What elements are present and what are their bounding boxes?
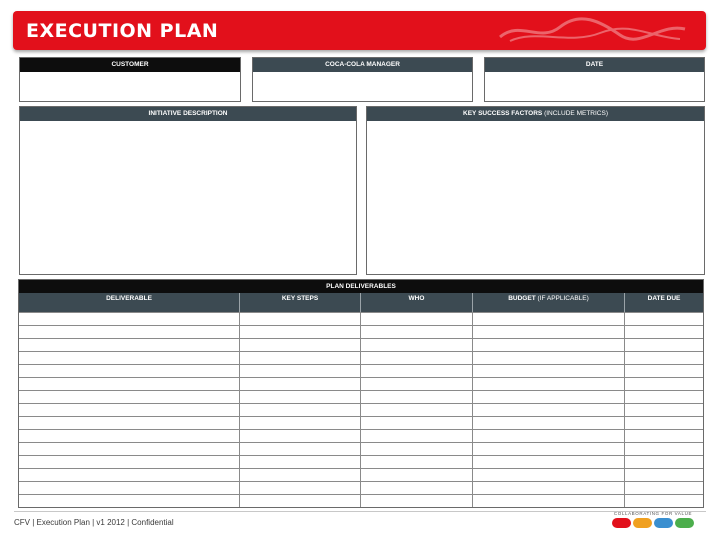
table-cell[interactable] (625, 482, 703, 494)
table-cell[interactable] (361, 378, 473, 390)
table-cell[interactable] (625, 326, 703, 338)
table-cell[interactable] (473, 417, 625, 429)
column-header-budget: BUDGET (IF APPLICABLE) (473, 293, 625, 312)
table-cell[interactable] (625, 430, 703, 442)
table-cell[interactable] (625, 495, 703, 507)
table-cell[interactable] (19, 391, 240, 403)
initiative-description-label: INITIATIVE DESCRIPTION (20, 107, 356, 121)
initiative-description-box[interactable] (19, 106, 357, 275)
table-cell[interactable] (240, 404, 361, 416)
footer-text: CFV | Execution Plan | v1 2012 | Confidential (14, 518, 174, 527)
table-cell[interactable] (19, 482, 240, 494)
table-cell[interactable] (361, 339, 473, 351)
table-row (19, 403, 703, 416)
table-cell[interactable] (19, 378, 240, 390)
table-cell[interactable] (473, 326, 625, 338)
key-success-factors-header (367, 107, 704, 121)
table-cell[interactable] (19, 495, 240, 507)
table-cell[interactable] (473, 404, 625, 416)
table-cell[interactable] (625, 469, 703, 481)
table-row (19, 442, 703, 455)
table-cell[interactable] (625, 404, 703, 416)
table-cell[interactable] (473, 378, 625, 390)
table-cell[interactable] (240, 378, 361, 390)
plan-deliverables-table (18, 279, 704, 508)
plan-deliverables-caption: PLAN DELIVERABLES (19, 280, 703, 293)
table-cell[interactable] (625, 313, 703, 325)
table-cell[interactable] (473, 456, 625, 468)
table-row (19, 429, 703, 442)
table-cell[interactable] (473, 365, 625, 377)
table-cell[interactable] (240, 365, 361, 377)
column-header-deliverable: DELIVERABLE (19, 293, 240, 312)
table-row (19, 494, 703, 507)
table-cell[interactable] (473, 495, 625, 507)
customer-label: CUSTOMER (20, 58, 240, 72)
table-cell[interactable] (240, 417, 361, 429)
key-success-factors-note: (INCLUDE METRICS) (544, 110, 608, 117)
title-banner (13, 11, 706, 50)
key-success-factors-box[interactable] (366, 106, 705, 275)
table-cell[interactable] (361, 417, 473, 429)
table-cell[interactable] (240, 482, 361, 494)
table-cell[interactable] (19, 417, 240, 429)
table-cell[interactable] (361, 495, 473, 507)
table-row (19, 377, 703, 390)
table-cell[interactable] (19, 469, 240, 481)
table-body (19, 312, 703, 507)
table-cell[interactable] (240, 352, 361, 364)
table-cell[interactable] (361, 404, 473, 416)
table-row (19, 416, 703, 429)
decorative-script-graphic (490, 15, 690, 45)
table-row (19, 338, 703, 351)
table-row (19, 325, 703, 338)
table-row (19, 455, 703, 468)
table-cell[interactable] (240, 326, 361, 338)
table-row (19, 351, 703, 364)
column-header-key-steps: KEY STEPS (240, 293, 361, 312)
table-cell[interactable] (240, 456, 361, 468)
table-cell[interactable] (361, 391, 473, 403)
table-cell[interactable] (625, 391, 703, 403)
table-cell[interactable] (473, 443, 625, 455)
table-cell[interactable] (240, 313, 361, 325)
table-cell[interactable] (240, 430, 361, 442)
table-cell[interactable] (19, 365, 240, 377)
table-cell[interactable] (240, 391, 361, 403)
table-cell[interactable] (625, 417, 703, 429)
page-title: EXECUTION PLAN (26, 20, 219, 42)
table-cell[interactable] (473, 482, 625, 494)
table-cell[interactable] (361, 352, 473, 364)
table-row (19, 468, 703, 481)
table-cell[interactable] (19, 313, 240, 325)
table-cell[interactable] (240, 495, 361, 507)
table-cell[interactable] (473, 469, 625, 481)
table-cell[interactable] (625, 456, 703, 468)
table-cell[interactable] (625, 443, 703, 455)
table-row (19, 481, 703, 494)
table-cell[interactable] (240, 469, 361, 481)
table-cell[interactable] (361, 443, 473, 455)
table-cell[interactable] (361, 456, 473, 468)
table-cell[interactable] (19, 443, 240, 455)
table-cell[interactable] (473, 430, 625, 442)
table-cell[interactable] (19, 456, 240, 468)
table-row (19, 312, 703, 325)
table-cell[interactable] (361, 482, 473, 494)
table-cell[interactable] (19, 326, 240, 338)
table-cell[interactable] (473, 313, 625, 325)
coca-cola-manager-field[interactable] (252, 57, 473, 102)
table-cell[interactable] (361, 469, 473, 481)
table-cell[interactable] (240, 443, 361, 455)
table-header-row (19, 293, 703, 312)
table-cell[interactable] (361, 430, 473, 442)
collaborating-for-value-logo: COLLABORATING FOR VALUE (603, 511, 703, 533)
column-header-who: WHO (361, 293, 473, 312)
column-header-date-due: DATE DUE (647, 295, 681, 302)
coca-cola-manager-label: COCA-COLA MANAGER (253, 58, 472, 72)
table-row (19, 364, 703, 377)
table-cell[interactable] (361, 313, 473, 325)
table-cell[interactable] (19, 404, 240, 416)
key-success-factors-label: KEY SUCCESS FACTORS (463, 110, 543, 117)
table-cell[interactable] (19, 430, 240, 442)
table-cell[interactable] (625, 352, 703, 364)
table-cell[interactable] (361, 326, 473, 338)
table-cell[interactable] (625, 378, 703, 390)
table-cell[interactable] (625, 339, 703, 351)
table-row (19, 390, 703, 403)
table-cell[interactable] (19, 352, 240, 364)
table-cell[interactable] (473, 352, 625, 364)
date-label: DATE (485, 58, 704, 72)
customer-field[interactable] (19, 57, 241, 102)
table-cell[interactable] (19, 339, 240, 351)
table-cell[interactable] (473, 391, 625, 403)
table-cell[interactable] (361, 365, 473, 377)
table-cell[interactable] (625, 365, 703, 377)
date-field[interactable] (484, 57, 705, 102)
table-cell[interactable] (473, 339, 625, 351)
table-cell[interactable] (240, 339, 361, 351)
